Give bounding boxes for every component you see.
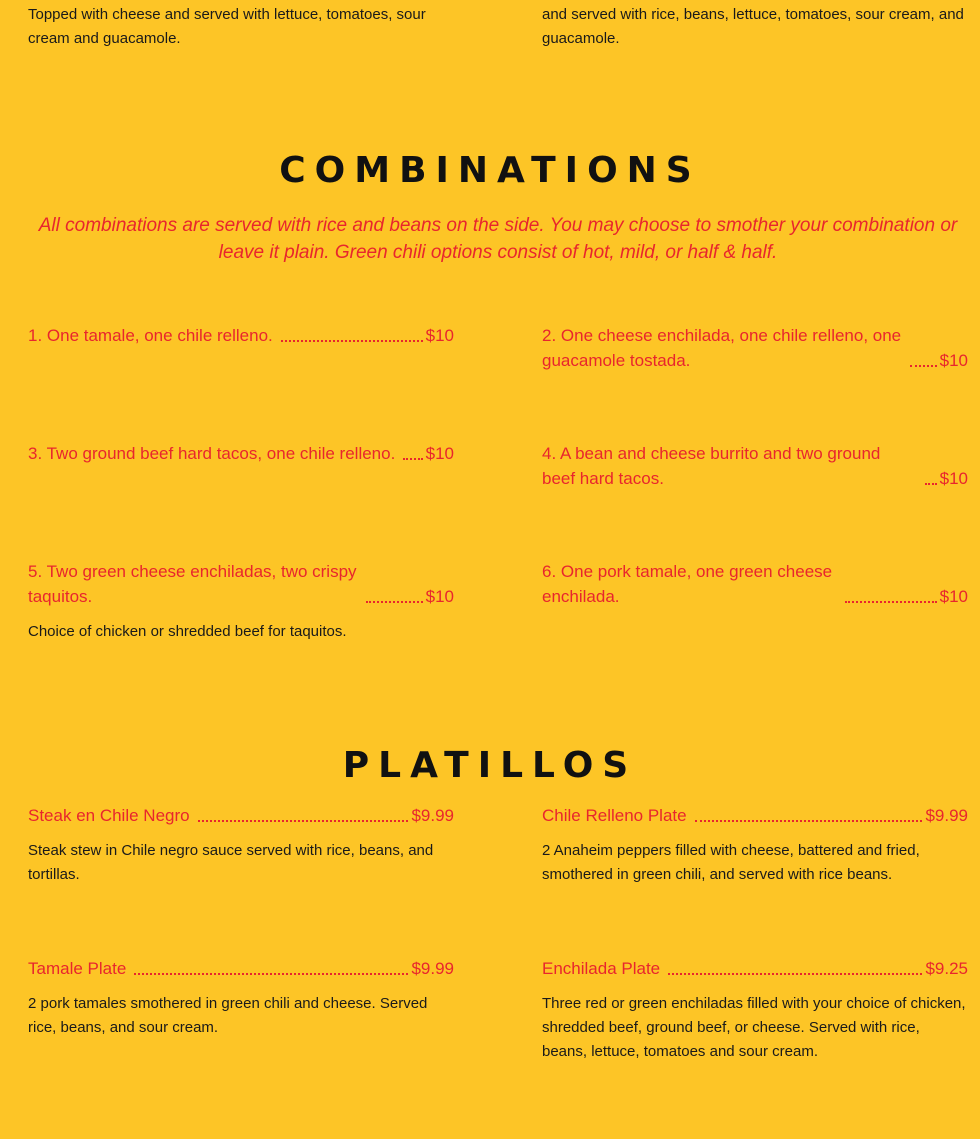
item-description: 2 pork tamales smothered in green chili and cheese. Served rice, beans, and sour cream. xyxy=(28,995,428,1036)
section-title-combinations: COMBINATIONS xyxy=(279,150,701,191)
item-description: Topped with cheese and served with lettuce, tomatoes, sour cream and guacamole. xyxy=(28,6,426,47)
dotted-leader xyxy=(668,973,922,975)
item-name: Tamale Plate xyxy=(28,959,127,978)
menu-item xyxy=(542,559,968,609)
item-name: 3. Two ground beef hard tacos, one chile relleno. xyxy=(28,444,396,463)
menu-item xyxy=(28,559,454,644)
item-name: 1. One tamale, one chile relleno. xyxy=(28,326,273,345)
item-name: 4. A bean and cheese burrito and two ground beef hard tacos. xyxy=(542,444,881,488)
menu-item xyxy=(542,803,968,887)
menu-item xyxy=(542,441,968,491)
dotted-leader xyxy=(134,973,408,975)
menu-item xyxy=(542,956,968,1064)
menu-item xyxy=(28,441,454,466)
section-title-platillos: PLATILLOS xyxy=(342,745,638,786)
item-description: 2 Anaheim peppers filled with cheese, battered and fried, smothered in green chili, and served with rice beans. xyxy=(542,842,920,883)
dotted-leader xyxy=(281,340,423,342)
item-name: Steak en Chile Negro xyxy=(28,806,190,825)
item-price: $9.99 xyxy=(411,806,454,825)
item-price: $9.99 xyxy=(925,806,968,825)
item-name: Enchilada Plate xyxy=(542,959,661,978)
dotted-leader xyxy=(198,820,409,822)
menu-item xyxy=(28,803,454,887)
item-price: $10 xyxy=(939,469,968,488)
item-price: $10 xyxy=(939,587,968,606)
item-price: $9.99 xyxy=(411,959,454,978)
item-price: $10 xyxy=(425,587,454,606)
item-price: $10 xyxy=(425,444,454,463)
item-name: 2. One cheese enchilada, one chile relleno, one guacamole tostada. xyxy=(542,326,902,370)
dotted-leader xyxy=(695,820,923,822)
menu-item xyxy=(28,323,454,348)
item-price: $9.25 xyxy=(925,959,968,978)
item-description: Three red or green enchiladas filled with your choice of chicken, shredded beef, ground beef, or cheese. Served with rice, beans, lettuce, tomatoes and sour cream. xyxy=(542,995,966,1060)
dotted-leader xyxy=(845,601,937,603)
item-name: Chile Relleno Plate xyxy=(542,806,687,825)
menu-item xyxy=(542,323,968,373)
combinations-note: All combinations are served with rice and beans on the side. You may choose to smother your combination or leave it plain. Green chili options consist of hot, mild, or half & half. xyxy=(38,215,958,263)
item-description: Steak stew in Chile negro sauce served with rice, beans, and tortillas. xyxy=(28,842,434,883)
dotted-leader xyxy=(366,601,423,603)
item-description: Choice of chicken or shredded beef for taquitos. xyxy=(28,623,347,640)
dotted-leader xyxy=(910,365,937,367)
dotted-leader xyxy=(925,483,937,485)
menu-item xyxy=(28,956,454,1040)
dotted-leader xyxy=(403,458,422,460)
item-price: $10 xyxy=(425,326,454,345)
item-description: and served with rice, beans, lettuce, tomatoes, sour cream, and guacamole. xyxy=(542,6,964,47)
item-price: $10 xyxy=(939,351,968,370)
item-name: 5. Two green cheese enchiladas, two crispy taquitos. xyxy=(28,562,357,606)
item-name: 6. One pork tamale, one green cheese enchilada. xyxy=(542,562,833,606)
